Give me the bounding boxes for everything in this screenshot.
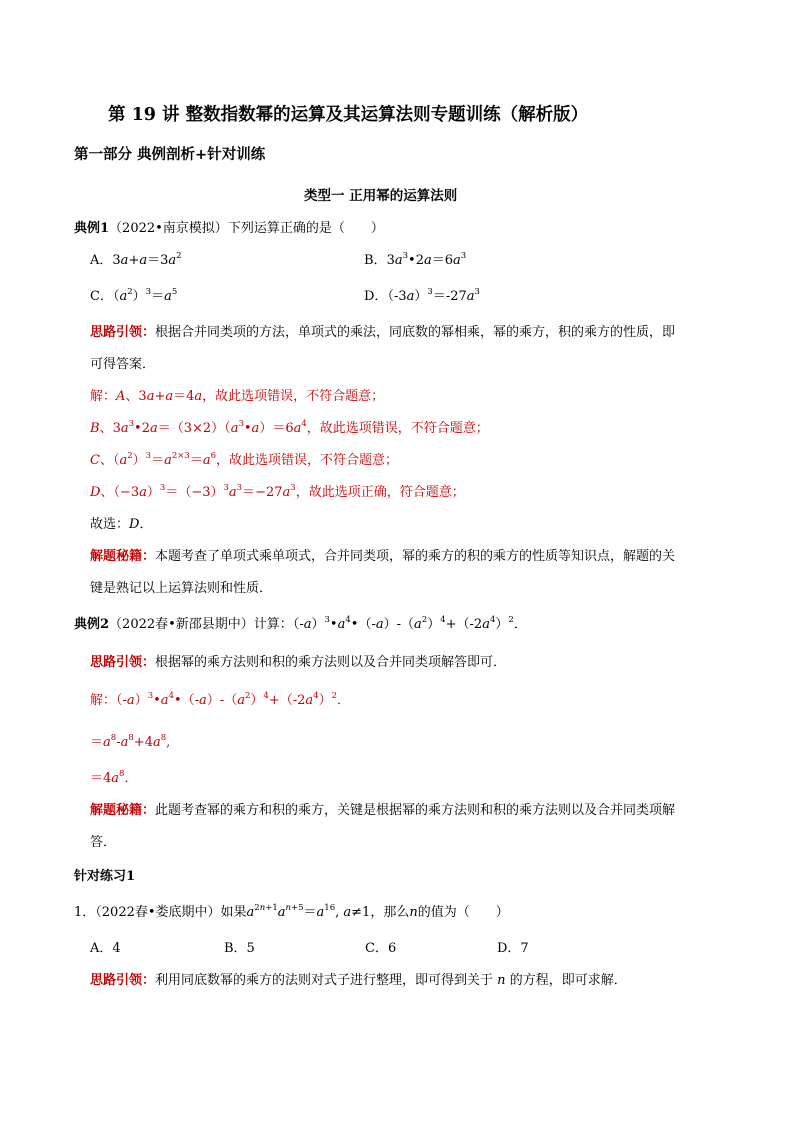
- type-heading: 类型一 正用幂的运算法则: [304, 188, 458, 204]
- secret-1-cont: 键是熟记以上运算法则和性质．: [90, 581, 273, 596]
- secret-1: 解题秘籍：本题考查了单项式乘单项式，合并同类项，幂的乘方的积的乘方的性质等知识点，解题的关: [90, 549, 676, 564]
- example-question: 下列运算正确的是（ ）: [227, 221, 384, 236]
- option-c: C．$(a^2)^3=a^5$: [90, 286, 178, 304]
- hint-2: 思路引领：根据幂的乘方法则和积的乘方法则以及合并同类项解答即可．: [90, 655, 507, 670]
- example-1-question: [74, 220, 384, 238]
- practice-option-a: A．4: [90, 941, 121, 956]
- option-b: B．$3a^3•2a=6a^3$: [364, 250, 467, 268]
- part-heading: 第一部分 典例剖析+针对训练: [74, 147, 266, 163]
- solution-d: D、$(-3a)^3=(-3)^3a^3=-27a^3$，故此选项正确，符合题意；: [90, 482, 465, 500]
- practice-heading: 针对练习1: [74, 869, 136, 884]
- solution-2-line1: 解：$(-a)^3•a^4•(-a)-(a^2)^4+(-2a^4)^2$．: [90, 690, 351, 708]
- option-a: A．$3a+a=3a^2$: [90, 250, 182, 268]
- solution-b: B、$3a^3•2a=(3\times 2)(a^3•a)=6a^4$，故此选项错误，不符合题意；: [90, 418, 489, 436]
- solution-2-line2: $=a^8-a^8+4a^8$,: [90, 732, 171, 750]
- practice-option-b: B．5: [224, 941, 255, 956]
- solution-2-line3: $=4a^8$．: [90, 768, 138, 786]
- example-source: （2022•南京模拟）: [109, 221, 228, 236]
- secret-2: 解题秘籍：此题考查幂的乘方和积的乘方，关键是根据幂的乘方法则和积的乘方法则以及合并同类项解: [90, 803, 676, 818]
- document-title: 第 19 讲 整数指数幂的运算及其运算法则专题训练（解析版）: [108, 105, 589, 125]
- option-d: D．$(-3a)^3=-27a^3$: [364, 286, 480, 304]
- hint-label: 思路引领：: [90, 325, 156, 340]
- choose-answer: 故选：D．: [90, 517, 153, 532]
- hint-1: 思路引领：根据合并同类项的方法，单项式的乘法，同底数的幂相乘，幂的乘方，积的乘方的性质，即: [90, 325, 676, 340]
- secret-2-cont: 答．: [90, 835, 117, 850]
- example-2-question: 典例2（2022春•新邵县期中）计算：$(-a)^3•a^4•(-a)-(a^2)^4+(-2a^4)^2$．: [74, 614, 527, 632]
- solution-c: C、$(a^2)^3=a^{2\times 3}=a^6$，故此选项错误，不符合题意；: [90, 450, 399, 468]
- practice-question-1: 1．（2022春•娄底期中）如果$a^{2n+1}a^{n+5}=a^{16}$, a≠1，那么n的值为（ ）: [74, 902, 509, 920]
- secret-label: 解题秘籍：: [90, 549, 156, 564]
- example-label: 典例1: [74, 221, 110, 236]
- practice-hint: 思路引领：利用同底数幂的乘方的法则对式子进行整理，即可得到关于 n 的方程，即可求解．: [90, 973, 627, 988]
- practice-option-d: D．7: [497, 941, 529, 956]
- solution-a: 解：A、3a+a＝4a，故此选项错误，不符合题意；: [90, 389, 385, 404]
- hint-1-cont: 可得答案．: [90, 357, 156, 372]
- practice-option-c: C．6: [365, 941, 397, 956]
